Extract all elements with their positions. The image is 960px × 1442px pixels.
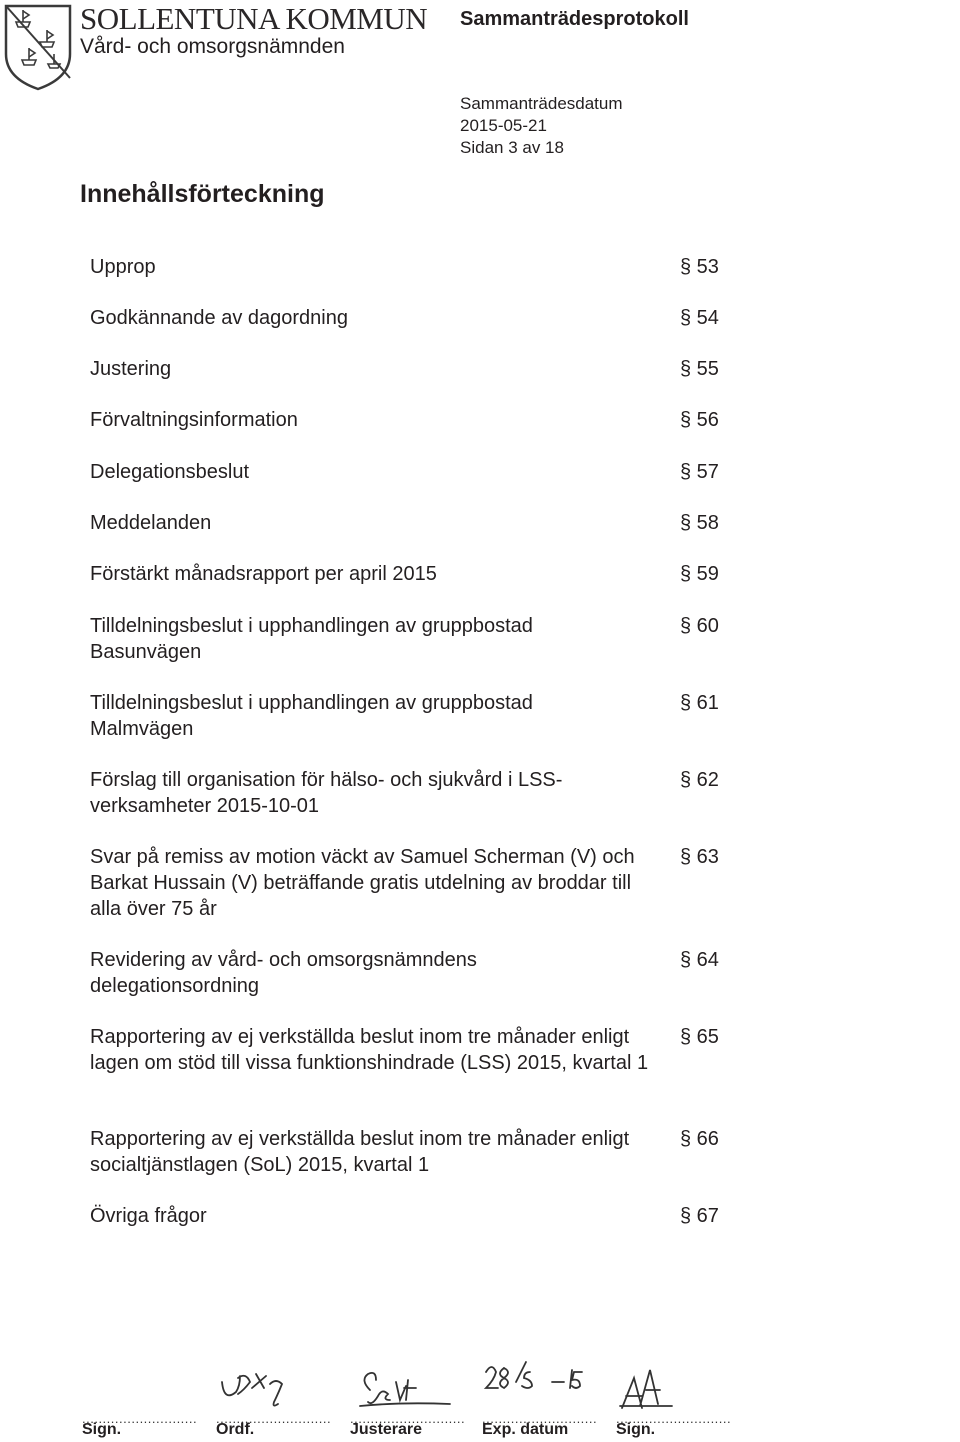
signature-line: ............................: [616, 1411, 732, 1426]
toc-entry-section: § 59: [680, 563, 719, 585]
toc-entry-title: Upprop: [90, 256, 156, 278]
signature-label: Ordf.: [216, 1421, 255, 1438]
toc-entry-section: § 65: [680, 1026, 719, 1048]
toc-entry-title: Förstärkt månadsrapport per april 2015: [90, 563, 437, 585]
toc-entry-title: Svar på remiss av motion väckt av Samuel Scherman (V) och Barkat Hussain (V) beträffande gratis utdelning av broddar till alla över 75 år: [90, 846, 635, 920]
signature-field-adjuster: [350, 1360, 474, 1442]
toc-entry-title: Rapportering av ej verkställda beslut inom tre månader enligt socialtjänstlagen (SoL) 2015, kvartal 1: [90, 1128, 630, 1176]
signature-line: ............................: [82, 1411, 198, 1426]
signature-label: Sign.: [616, 1421, 656, 1438]
toc-entry-title: Tilldelningsbeslut i upphandlingen av gruppbostad Basunvägen: [90, 615, 533, 663]
toc-entry-section: § 53: [680, 256, 719, 278]
toc-entry-section: § 63: [680, 846, 719, 868]
toc-entry-title: Godkännande av dagordning: [90, 307, 348, 329]
signature-row: [82, 1360, 742, 1442]
toc-entry-section: § 57: [680, 461, 719, 483]
toc-entry-title: Delegationsbeslut: [90, 461, 249, 483]
toc-entry-section: § 55: [680, 358, 719, 380]
page-indicator: Sidan 3 av 18: [460, 138, 564, 157]
committee-name: Vård- och omsorgsnämnden: [80, 35, 345, 58]
toc-entry-title: Revidering av vård- och omsorgsnämndens delegationsordning: [90, 949, 477, 997]
toc-entry-section: § 67: [680, 1205, 719, 1227]
document-type: Sammanträdesprotokoll: [460, 8, 689, 30]
toc-entry-section: § 56: [680, 409, 719, 431]
toc-entry-section: § 66: [680, 1128, 719, 1150]
toc-entry-title: Justering: [90, 358, 172, 380]
toc-entry-section: § 61: [680, 692, 719, 714]
toc-entry-section: § 64: [680, 949, 719, 971]
signature-field-sign: [82, 1360, 202, 1442]
toc-entry-section: § 54: [680, 307, 719, 329]
meeting-date: 2015-05-21: [460, 116, 547, 135]
toc-entry-title: Meddelanden: [90, 512, 212, 534]
toc-entry-title: Tilldelningsbeslut i upphandlingen av gruppbostad Malmvägen: [90, 692, 533, 740]
signature-line: ............................: [216, 1411, 332, 1426]
toc-entry-section: § 60: [680, 615, 719, 637]
toc-entry-title: Förvaltningsinformation: [90, 409, 298, 431]
toc-entry-title: Förslag till organisation för hälso- och sjukvård i LSS-verksamheter 2015-10-01: [90, 769, 563, 817]
signature-label: Exp. datum: [482, 1421, 569, 1438]
signature-line: ............................: [350, 1411, 466, 1426]
toc-title: Innehållsförteckning: [80, 180, 325, 208]
signature-field-sign-2: [616, 1360, 742, 1442]
signature-field-exp-date: [482, 1360, 606, 1442]
meeting-meta: [460, 93, 623, 159]
toc-entry-section: § 58: [680, 512, 719, 534]
organization-name: SOLLENTUNA KOMMUN: [80, 1, 428, 36]
toc-entry-section: § 62: [680, 769, 719, 791]
signature-label: Sign.: [82, 1421, 122, 1438]
meeting-date-label: Sammanträdesdatum: [460, 94, 623, 113]
municipality-coat-of-arms-logo: [2, 2, 74, 92]
signature-label: Justerare: [350, 1421, 423, 1438]
toc-entry-title: Rapportering av ej verkställda beslut inom tre månader enligt lagen om stöd till vissa funktionshindrade (LSS) 2015, kvartal 1: [90, 1026, 649, 1074]
signature-field-chair: [216, 1360, 340, 1442]
toc-entry-title: Övriga frågor: [90, 1205, 207, 1227]
signature-line: ............................: [482, 1411, 598, 1426]
